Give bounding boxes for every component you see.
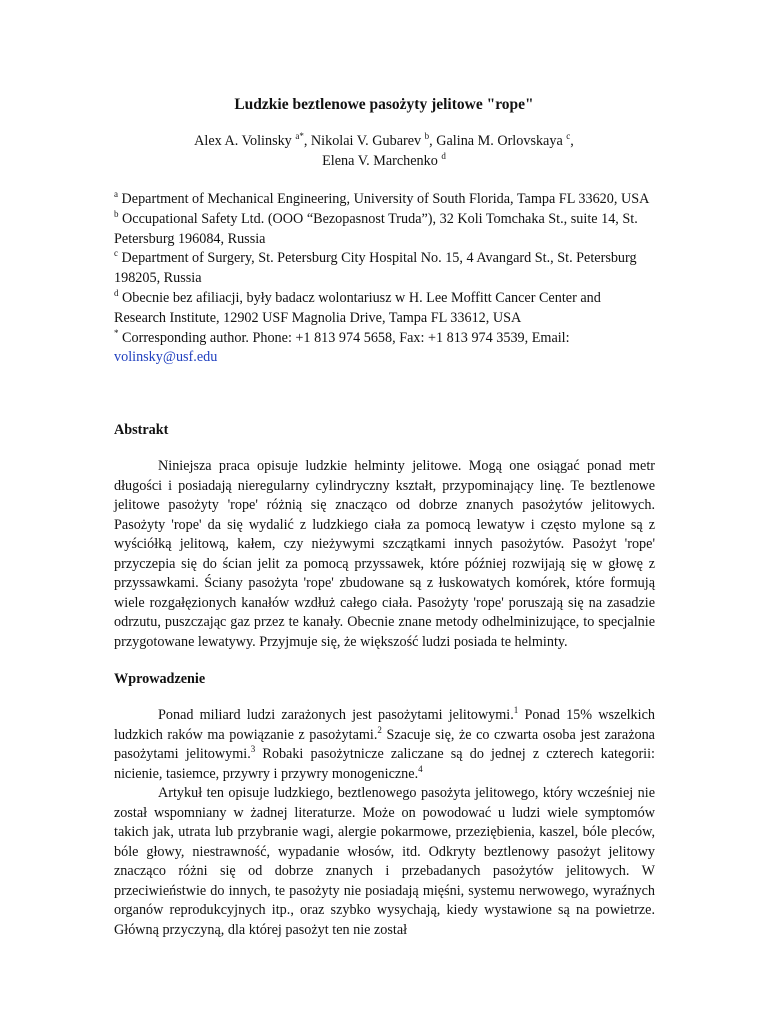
author-line-2 [0,151,768,171]
author-sup: a* [295,131,304,141]
affiliation-list [114,190,656,368]
affiliation-item: $^c$ Department of Surgery, St. Petersburg City Hospital No. 15, 4 Avangard St., St. Petersburg 198205, Russia [114,248,637,287]
author-name: Nikolai V. Gubarev [310,133,422,149]
citation: 1 [513,705,519,715]
author-line-1: Alex A. Volinsky $^{a*}$, Nikolai V. Gubarev $^b$, Galina M. Orlovskaya $^c$, [194,131,574,149]
author-list [0,131,768,171]
affiliation-item: $^a$ Department of Mechanical Engineering, University of South Florida, Tampa FL 33620, USA [114,189,650,207]
citation: 4 [418,763,423,774]
author-name: Galina M. Orlovskaya [436,133,563,149]
intro-paragraph-2: Artykuł ten opisuje ludzkiego, beztlenowego pasożyta jelitowego, który wcześniej nie został wspomniany w żadnej literaturze. Może on powodować u ludzi wiele symptomów takich jak, utrata lub przybranie wagi, alergie pokarmowe, przeziębienia, kaszel, bóle pleców, bóle głowy, niestrawność, wypadanie włosów, itd. Odkryty beztlenowy pasożyt jelitowy znacząco różni się od dobrze znanych i przebadanych pasożytów jelitowych. W przeciwieństwie do innych, te pasożyty nie posiadają mięśni, systemu nerwowego, wyraźnych organów reprodukcyjnych itp., oraz szybko wysychają, kiedy wystawione są na powietrze. Główną przyczyną, dla której pasożyt ten nie został [114,785,655,938]
email-link[interactable]: volinsky@usf.edu [114,349,218,366]
intro-body [114,706,655,940]
abstract-heading: Abstrakt [114,422,169,438]
intro-heading: Wprowadzenie [114,671,206,687]
abstract-text: Niniejsza praca opisuje ludzkie helminty jelitowe. Mogą one osiągać ponad metr długości i posiadają nieregularny cylindryczny kształt, przypominający linę. Te beztlenowe jelitowe pasożyty 'rope' różnią się znacząco od dobrze znanych pasożytów jelitowych. Pasożyty 'rope' da się wydalić z ludzkiego ciała za pomocą lewatyw i często mylone są z wyściółką jelitową, kałem, czy nieżywymi szczątkami innych pasożytów. Pasożyt 'rope' przyczepia się do ścian jelit za pomocą przyssawek, które później rozwijają się w głowę z przyssawkami. Ściany pasożyta 'rope' zbudowane są z łuskowatych komórek, które formują wiele rozgałęzionych kanałów wzdłuż całego ciała. Pasożyty 'rope' poruszają się na zasadzie odrzutu, puszczając gaz przez te kanały. Obecnie znane metody odhelminizujące, to specjalnie przygotowane lewatywy. Przyjmuje się, że większość ludzi posiada te helminty. [114,458,655,650]
citation: 2 [377,724,382,735]
author-sup: c [566,131,571,141]
affiliation-item: $^b$ Occupational Safety Ltd. (OOO “Bezopasnost Truda”), 32 Koli Tomchaka St., suite 14, St. Petersburg 196084, Russia [114,208,638,247]
author-name: Alex A. Volinsky [194,133,292,149]
corresponding-author: * Corresponding author. Phone: +1 813 974 5658, Fax: +1 813 974 3539, Email: volinsky@usf.edu [114,327,570,366]
paper-title: Ludzkie beztlenowe pasożyty jelitowe "rope" [234,96,534,113]
author-sup: b [424,131,430,141]
citation: 3 [250,744,256,754]
intro-paragraph-1: Ponad miliard ludzi zarażonych jest pasożytami jelitowymi.$^1$ Ponad 15% wszelkich ludzkich raków ma powiązanie z pasożytami.$^2$ Szacuje się, że co czwarta osoba jest zarażona pasożytami jelitowymi.$^3$ Robaki pasożytnicze zaliczane są do jednej z czterech kategorii: nicienie, tasiemce, przywry i przywry monogeniczne.$^4$ [114,705,655,782]
affiliation-item: $^d$ Obecnie bez afiliacji, były badacz wolontariusz w H. Lee Moffitt Cancer Center and Research Institute, 12902 USF Magnolia Drive, Tampa FL 33612, USA [114,287,601,326]
author-sup: d [441,151,446,161]
author-name: Elena V. Marchenko [322,153,438,169]
